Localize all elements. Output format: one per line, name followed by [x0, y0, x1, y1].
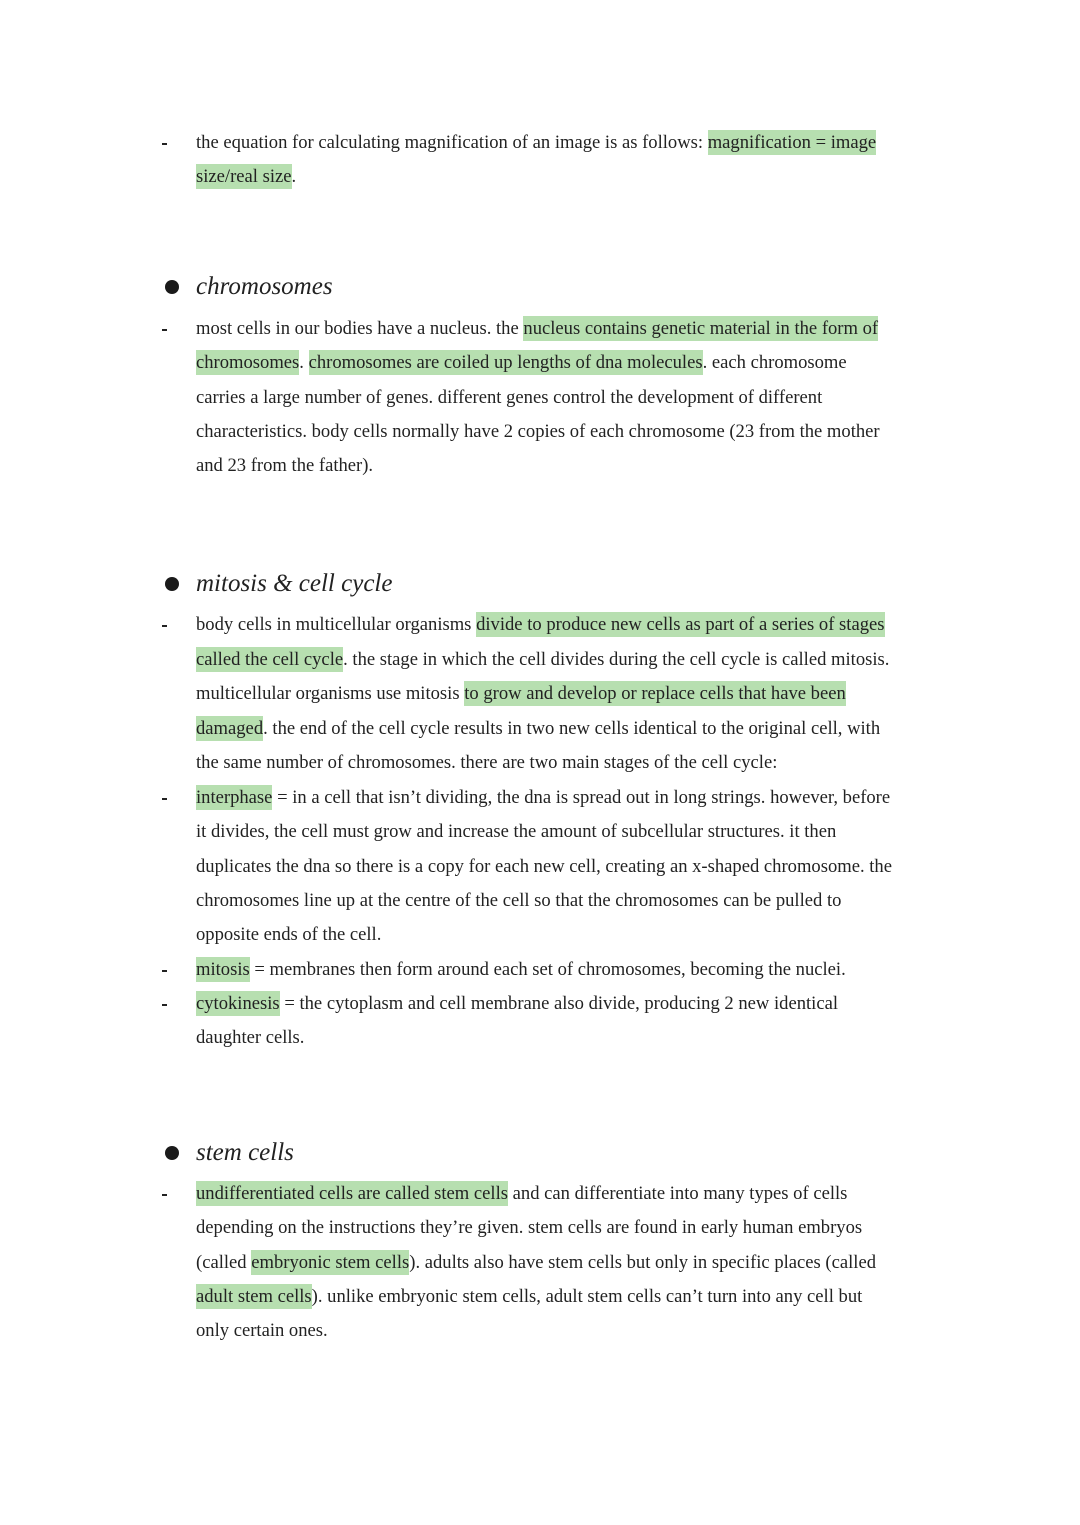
highlight: to grow and develop or replace cells that have been [464, 683, 846, 704]
text-run: the equation for calculating magnification of an image is as follows: [196, 132, 708, 153]
highlight: chromosomes are coiled up lengths of dna molecules [308, 352, 703, 373]
cytokinesis-line-2: daughter cells. [196, 1027, 305, 1048]
text-run: = in a cell that isn’t dividing, the dna is spread out in long strings. however, before [272, 787, 891, 808]
stem-line-5: only certain ones. [196, 1320, 328, 1341]
interphase-line-3: duplicates the dna so there is a copy for each new cell, creating an x-shaped chromosome. the [196, 856, 892, 877]
mitosis-stage-line [196, 957, 846, 983]
section-heading-mitosis: mitosis & cell cycle [196, 570, 393, 597]
text-run: . the end of the cell cycle results in two new cells identical to the original cell, with [263, 718, 881, 739]
interphase-line-4: chromosomes line up at the centre of the cell so that the chromosomes can be pulled to [196, 890, 842, 911]
highlight: cytokinesis [196, 993, 280, 1014]
highlight: adult stem cells [196, 1286, 312, 1307]
text-run: = membranes then form around each set of chromosomes, becoming the nuclei. [249, 959, 846, 980]
stem-line-4 [196, 1284, 862, 1310]
dash-marker [160, 959, 168, 981]
magnification-line-2 [196, 164, 296, 190]
interphase-line-2: it divides, the cell must grow and increase the amount of subcellular structures. it then [196, 821, 837, 842]
mitosis-line-2 [196, 647, 889, 673]
text-run: multicellular organisms use mitosis [196, 683, 465, 704]
highlight: nucleus contains genetic material in the form of [523, 318, 879, 339]
mitosis-line-1 [196, 612, 885, 638]
section-heading-chromosomes: chromosomes [196, 273, 333, 300]
text-run: . [291, 166, 297, 187]
text-run: ). unlike embryonic stem cells, adult stem cells can’t turn into any cell but [311, 1286, 863, 1307]
interphase-line-5: opposite ends of the cell. [196, 924, 382, 945]
stem-line-2: depending on the instructions they’re given. stem cells are found in early human embryos [196, 1217, 863, 1238]
chromosomes-line-3: carries a large number of genes. different genes control the development of different [196, 387, 823, 408]
stem-line-1 [196, 1181, 847, 1207]
section-heading-stem-cells: stem cells [196, 1139, 294, 1166]
highlight: mitosis [196, 959, 250, 980]
highlight: divide to produce new cells as part of a series of stages [476, 614, 885, 635]
chromosomes-line-4: characteristics. body cells normally have 2 copies of each chromosome (23 from the mother [196, 421, 880, 442]
chromosomes-line-2 [196, 350, 847, 376]
text-run: and can differentiate into many types of cells [508, 1183, 848, 1204]
bullet-icon [165, 577, 179, 591]
highlight: interphase [196, 787, 273, 808]
dash-marker [160, 993, 168, 1015]
dash-marker [160, 318, 168, 340]
highlight: embryonic stem cells [251, 1252, 410, 1273]
text-run: ). adults also have stem cells but only in specific places (called [409, 1252, 877, 1273]
bullet-icon [165, 1146, 179, 1160]
highlight: undifferentiated cells are called stem cells [196, 1183, 508, 1204]
chromosomes-line-1 [196, 316, 878, 342]
dash-marker [160, 1183, 168, 1205]
text-run: . each chromosome [702, 352, 847, 373]
highlight: damaged [196, 718, 264, 739]
chromosomes-line-5: and 23 from the father). [196, 455, 374, 476]
highlight: magnification = image [707, 132, 877, 153]
mitosis-line-4 [196, 716, 880, 742]
text-run: = the cytoplasm and cell membrane also divide, producing 2 new identical [279, 993, 838, 1014]
stem-line-3 [196, 1250, 876, 1276]
highlight: chromosomes [196, 352, 300, 373]
text-run: most cells in our bodies have a nucleus. the [196, 318, 524, 339]
dash-marker [160, 614, 168, 636]
mitosis-line-3 [196, 681, 846, 707]
text-run: . the stage in which the cell divides during the cell cycle is called mitosis. [343, 649, 890, 670]
text-run: (called [196, 1252, 252, 1273]
text-run: body cells in multicellular organisms [196, 614, 477, 635]
dash-marker [160, 132, 168, 154]
text-run: . [299, 352, 309, 373]
mitosis-line-5: the same number of chromosomes. there are two main stages of the cell cycle: [196, 752, 778, 773]
cytokinesis-line-1 [196, 991, 838, 1017]
dash-marker [160, 787, 168, 809]
highlight: size/real size [196, 166, 292, 187]
interphase-line-1 [196, 785, 890, 811]
bullet-icon [165, 280, 179, 294]
highlight: called the cell cycle [196, 649, 344, 670]
magnification-line-1 [196, 130, 876, 156]
